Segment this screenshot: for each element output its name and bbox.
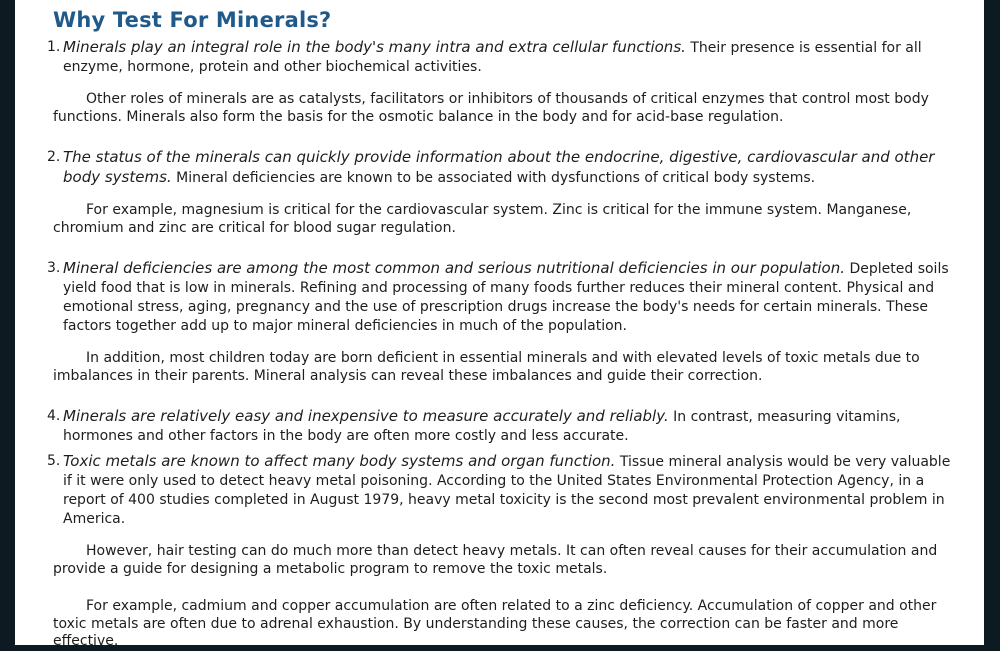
paragraph: Other roles of minerals are as catalysts, facilitators or inhibitors of thousands of critical enzymes that control most body functions. Minerals also form the basis for the osmotic balance in the body and for acid-base regulation. bbox=[53, 91, 929, 125]
item-lead: Minerals are relatively easy and inexpensive to measure accurately and reliably. bbox=[63, 407, 669, 425]
item-number: 3. bbox=[47, 260, 61, 276]
item-number: 2. bbox=[47, 149, 61, 165]
item-lead: The status of the minerals can quickly provide information about the endocrine, digestive, cardiovascular and other body systems. bbox=[63, 148, 935, 186]
item-number: 1. bbox=[47, 39, 61, 55]
item-lead: Mineral deficiencies are among the most common and serious nutritional deficiencies in our population. bbox=[63, 259, 846, 277]
item-lead: Minerals play an integral role in the body's many intra and extra cellular functions. bbox=[63, 38, 686, 56]
paragraph: For example, magnesium is critical for the cardiovascular system. Zinc is critical for the immune system. Manganese, chromium and zinc are critical for blood sugar regulation. bbox=[53, 202, 912, 236]
item-text: In contrast, measuring vitamins, hormones and other factors in the body are often more costly and less accurate. bbox=[63, 409, 901, 444]
list-item-5 bbox=[47, 452, 954, 529]
list-item-4 bbox=[47, 407, 954, 446]
list-item-1 bbox=[47, 38, 954, 77]
item-text: Depleted soils yield food that is low in minerals. Refining and processing of many foods further reduces their mineral content. Physical and emotional stress, aging, pregnancy and the use of prescription drugs increase the body's needs for certain minerals. These factors together add up to major mineral deficiencies in much of the population. bbox=[63, 261, 949, 334]
page-title: Why Test For Minerals? bbox=[53, 8, 332, 32]
paragraph: For example, cadmium and copper accumulation are often related to a zinc deficiency. Accumulation of copper and other toxic metals are often due to adrenal exhaustion. By understanding these causes, the correction can be faster and more effective. bbox=[53, 598, 937, 649]
item-text: Tissue mineral analysis would be very valuable if it were only used to detect heavy metal poisoning. According to the United States Environmental Protection Agency, in a report of 400 studies completed in August 1979, heavy metal toxicity is the second most prevalent environmental problem in America. bbox=[63, 454, 951, 527]
item-lead: Toxic metals are known to affect many body systems and organ function. bbox=[63, 452, 616, 470]
list-item-3 bbox=[47, 259, 954, 336]
item-number: 5. bbox=[47, 453, 61, 469]
item-text: Their presence is essential for all enzyme, hormone, protein and other biochemical activities. bbox=[63, 40, 922, 75]
paragraph: In addition, most children today are born deficient in essential minerals and with elevated levels of toxic metals due to imbalances in their parents. Mineral analysis can reveal these imbalances and guide their correction. bbox=[53, 350, 920, 384]
article bbox=[15, 0, 984, 649]
paragraph: However, hair testing can do much more than detect heavy metals. It can often reveal causes for their accumulation and provide a guide for designing a metabolic program to remove the toxic metals. bbox=[53, 543, 938, 577]
list-item-2 bbox=[47, 148, 954, 188]
item-text: Mineral deficiencies are known to be associated with dysfunctions of critical body systems. bbox=[171, 170, 816, 186]
item-number: 4. bbox=[47, 408, 61, 424]
